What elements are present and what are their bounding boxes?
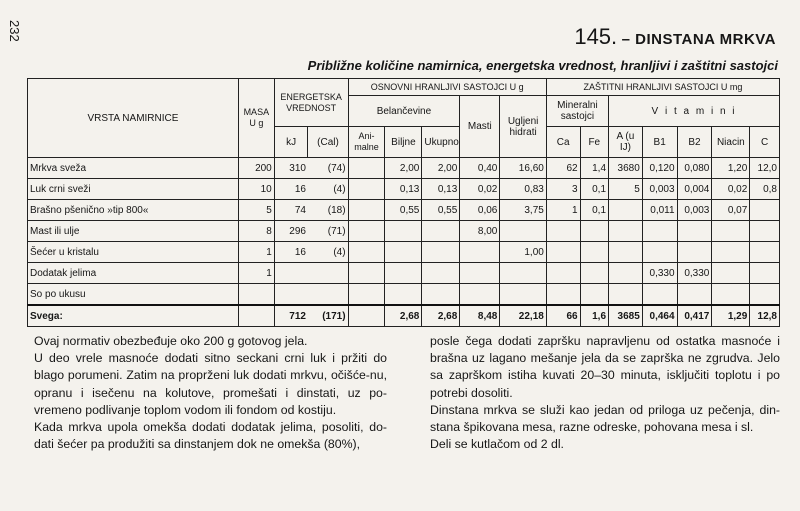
cell-plant: 0,55 [385,200,422,221]
cell-cal: (71) [308,221,348,242]
cell-kj: 296 [274,221,308,242]
cell-niacin: 1,20 [712,158,750,179]
cell-plant [385,221,422,242]
cell-a: 3685 [609,305,643,327]
cell-cal [308,284,348,306]
cell-name: Šećer u kristalu [28,242,239,263]
cell-plant [385,284,422,306]
table-row [28,284,780,306]
cell-c: 12,0 [750,158,780,179]
cell-total: 2,00 [422,158,460,179]
cell-total [422,284,460,306]
cell-kj: 16 [274,242,308,263]
cell-b1: 0,464 [642,305,677,327]
cell-ca: 3 [546,179,580,200]
cell-b2: 0,004 [677,179,712,200]
cell-b1: 0,003 [642,179,677,200]
cell-carb: 16,60 [500,158,546,179]
cell-name: Dodatak jelima [28,263,239,284]
cell-b2: 0,080 [677,158,712,179]
cell-c [750,284,780,306]
cell-ca: 1 [546,200,580,221]
cell-plant [385,263,422,284]
header-animal: Ani-malne [348,127,385,158]
cell-animal [348,179,385,200]
cell-fat: 8,00 [460,221,500,242]
recipe-number: 145. [574,24,618,49]
header-proteins: Belančevine [348,96,460,127]
cell-ca [546,284,580,306]
cell-kj: 16 [274,179,308,200]
instructions-right-column [430,333,780,453]
cell-fe [580,242,608,263]
cell-b1 [642,221,677,242]
cell-b1 [642,284,677,306]
cell-carb [500,263,546,284]
cell-cal [308,263,348,284]
cell-fat [460,284,500,306]
cell-animal [348,284,385,306]
cell-name: So po ukusu [28,284,239,306]
header-b2: B2 [677,127,712,158]
cell-cal: (4) [308,179,348,200]
table-row [28,200,780,221]
cell-name: Mast ili ulje [28,221,239,242]
header-cal: (Cal) [308,127,348,158]
cell-niacin [712,263,750,284]
cell-kj: 74 [274,200,308,221]
cell-total: 2,68 [422,305,460,327]
cell-kj: 310 [274,158,308,179]
cell-total: 0,13 [422,179,460,200]
header-fe: Fe [580,127,608,158]
cell-animal [348,242,385,263]
cell-niacin: 1,29 [712,305,750,327]
cell-carb: 3,75 [500,200,546,221]
header-item: VRSTA NAMIRNICE [28,79,239,158]
header-total-protein: Ukupno [422,127,460,158]
cell-b2: 0,330 [677,263,712,284]
cell-mass: 10 [238,179,274,200]
cell-ca [546,263,580,284]
cell-kj: 712 [274,305,308,327]
cell-fat: 0,06 [460,200,500,221]
cell-carb [500,221,546,242]
cell-a [609,263,643,284]
cell-cal: (18) [308,200,348,221]
cell-fe: 1,6 [580,305,608,327]
cell-total: 0,55 [422,200,460,221]
recipe-name: – DINSTANA MRKVA [621,31,776,48]
table-row [28,242,780,263]
cell-ca: 62 [546,158,580,179]
cell-fe [580,263,608,284]
cell-a: 5 [609,179,643,200]
cell-b1: 0,011 [642,200,677,221]
cell-plant: 2,00 [385,158,422,179]
cell-cal: (4) [308,242,348,263]
cell-c [750,263,780,284]
cell-total [422,263,460,284]
header-mass: MASA U g [238,79,274,158]
header-basic-nutrients: OSNOVNI HRANLJIVI SASTOJCI U g [348,79,546,96]
table-row [28,158,780,179]
cell-b2 [677,221,712,242]
cell-kj [274,263,308,284]
cell-mass: 200 [238,158,274,179]
cell-a [609,200,643,221]
cell-mass: 8 [238,221,274,242]
instructions-left-column [34,333,387,453]
cell-a [609,284,643,306]
cell-cal: (74) [308,158,348,179]
header-carbs: Ugljeni hidrati [500,96,546,158]
header-c: C [750,127,780,158]
header-protective-nutrients: ZAŠTITNI HRANLJIVI SASTOJCI U mg [546,79,779,96]
header-minerals: Mineralni sastojci [546,96,608,127]
cell-animal [348,305,385,327]
cell-mass [238,284,274,306]
nutrition-table [27,78,780,327]
cell-fat: 0,40 [460,158,500,179]
cell-carb: 22,18 [500,305,546,327]
cell-mass: 1 [238,263,274,284]
cell-niacin [712,284,750,306]
table-row [28,221,780,242]
table-row [28,263,780,284]
cell-c [750,200,780,221]
cell-name: Mrkva sveža [28,158,239,179]
cell-niacin: 0,02 [712,179,750,200]
cell-niacin [712,242,750,263]
instruction-paragraph: Deli se kutlačom od 2 dl. [430,437,564,452]
cell-animal [348,200,385,221]
cell-c [750,221,780,242]
instruction-paragraph: Dinstana mrkva se služi kao jedan od priloga uz pečenja, din-stana špikovana mesa, razne odreske, pohovana mesa i sl. [430,402,780,435]
cell-b2: 0,417 [677,305,712,327]
table-subtitle: Približne količine namirnica, energetska vrednost, hranljivi i zaštitni sastojci [307,58,778,73]
cell-ca: 66 [546,305,580,327]
header-vitamins: V i t a m i n i [609,96,780,127]
instruction-paragraph: Kada mrkva upola omekša dodati dodatak jelima, posoliti, do-dati šećer pa produžiti sa dinstanjem dok ne omekša (80%), [34,420,387,452]
cell-cal: (171) [308,305,348,327]
cell-a [609,221,643,242]
instruction-paragraph: U deo vrele masnoće dodati sitno seckani crni luk i pržiti do blago porumeni. Zatim na proprženi luk dodati mrkvu, očišće-nu, opranu i isečenu na kolutove, promešati i dinstati, uz po-vremeno podlivanje toplom vodom ili fondom od kostiju. [34,351,387,417]
cell-ca [546,242,580,263]
cell-name: Luk crni sveži [28,179,239,200]
cell-a [609,242,643,263]
header-ca: Ca [546,127,580,158]
cell-mass [238,305,274,327]
cell-c: 12,8 [750,305,780,327]
cell-carb [500,284,546,306]
page-number: 232 [7,20,22,42]
header-vitamin-a: A (u IJ) [609,127,643,158]
header-fats: Masti [460,96,500,158]
cell-fe [580,221,608,242]
table-row [28,179,780,200]
cell-c: 0,8 [750,179,780,200]
cell-total [422,242,460,263]
cell-plant [385,242,422,263]
cell-niacin [712,221,750,242]
instruction-paragraph: Ovaj normativ obezbeđuje oko 200 g gotovog jela. [34,334,308,348]
cell-plant: 0,13 [385,179,422,200]
cell-name: Svega: [28,305,239,327]
cell-animal [348,263,385,284]
cell-fe [580,284,608,306]
cell-fe: 0,1 [580,179,608,200]
cell-b1: 0,330 [642,263,677,284]
cell-carb: 1,00 [500,242,546,263]
cell-mass: 5 [238,200,274,221]
cell-animal [348,221,385,242]
cell-fat [460,263,500,284]
cell-fe: 1,4 [580,158,608,179]
instruction-paragraph: posle čega dodati zapršku napravljenu od ostatka masnoće i brašna uz lagano mešanje jela da se zaprška ne zgrudva. Jelo sa zaprškom istiha kuvati 20–30 minuta, isključiti toplotu i po potrebi dosoliti. [430,334,780,400]
cell-carb: 0,83 [500,179,546,200]
header-kj: kJ [274,127,308,158]
cell-fat: 0,02 [460,179,500,200]
table-body [28,158,780,327]
cell-b2: 0,003 [677,200,712,221]
cell-fat [460,242,500,263]
cell-b1: 0,120 [642,158,677,179]
cell-name: Brašno pšenično »tip 800« [28,200,239,221]
recipe-title [574,24,776,50]
cell-fe: 0,1 [580,200,608,221]
cell-c [750,242,780,263]
header-energy: ENERGETSKA VREDNOST [274,79,348,127]
cell-fat: 8,48 [460,305,500,327]
table-total-row [28,305,780,327]
cell-total [422,221,460,242]
cell-b2 [677,242,712,263]
cell-kj [274,284,308,306]
cell-plant: 2,68 [385,305,422,327]
header-plant: Biljne [385,127,422,158]
header-niacin: Niacin [712,127,750,158]
header-b1: B1 [642,127,677,158]
cell-b1 [642,242,677,263]
cell-b2 [677,284,712,306]
cell-a: 3680 [609,158,643,179]
cell-mass: 1 [238,242,274,263]
cell-ca [546,221,580,242]
cell-animal [348,158,385,179]
cell-niacin: 0,07 [712,200,750,221]
